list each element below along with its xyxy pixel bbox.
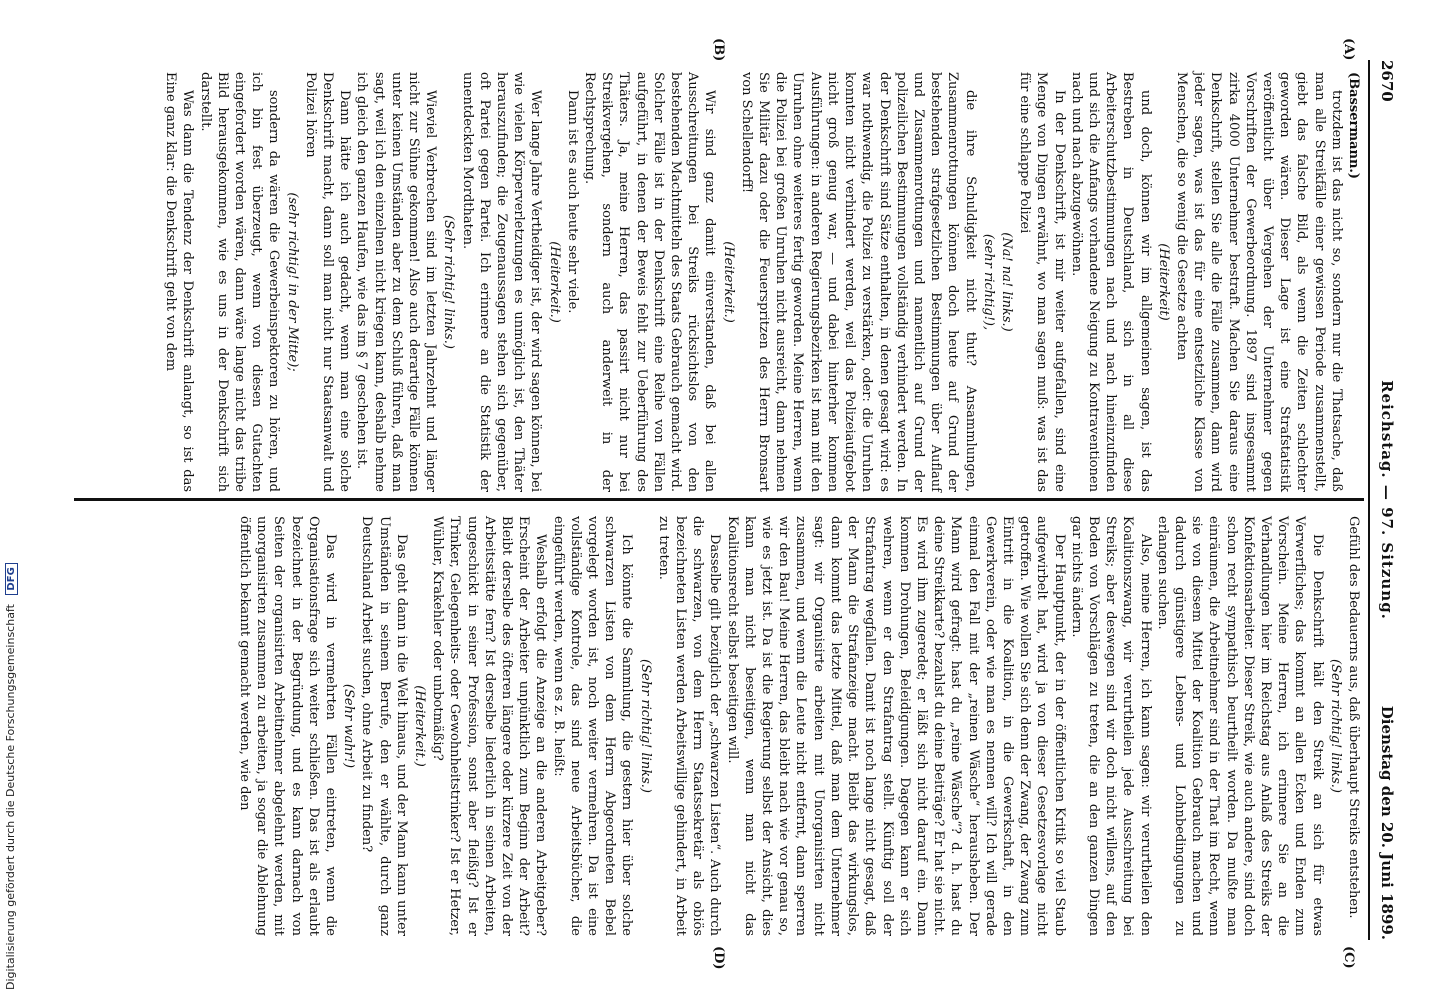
margin-mark-a: (A) xyxy=(1341,38,1356,61)
interjection: (Na! na! links.) xyxy=(998,232,1014,332)
interjection: (Sehr richtig! links.) xyxy=(441,215,457,349)
paragraph: Was dann die Tendenz der Denkschrift anlangt, so ist das Eine ganz klar: die Denkschrift geht von dem xyxy=(163,72,196,492)
paragraph: Wieviel Verbrechen sind im letzten Jahrzehnt und länger nicht zur Sühne gekommen! Also auch derartige Fälle können unter keinen Umständen aber zu dem Schluß führen, daß man sagt, weil ich den einzelnen nicht kriegen kann, deshalb nehme ich gleich den ganzen Haufen, wie das im § 7 geschehen ist. xyxy=(354,72,439,492)
header-date: Dienstag den 20. Juni 1899. xyxy=(1378,705,1396,940)
paragraph: Der Hauptpunkt, der in der öffentlichen Kritik so viel Staub aufgewirbelt hat, wird ja von dieser Gesetzesvorlage nicht getroffen. Wie wollen Sie sich denn der Zwang, der Zwang zum Eintritt in die Koalition, in die Gewerkschaft, in den Gewerkverein, oder wie man es nennen will? Ich will gerade einmal den Fall mit der „reinen Wäsche“ herausheben. Der Mann wird gefragt: hast du „reine Wäsche“? d. h. hast du deine Streikkarte? bezahlst du deine Beiträge? Er hat sie nicht. Es wird ihm zugeredet; er läßt sich nicht darauf ein. Dann kommen Drohungen, Beleidigungen. Dagegen kann er sich wehren, wenn er den Strafantrag stellt. Künftig soll der Strafantrag wegfallen. Damit ist noch lange nicht gesagt, daß der Mann die Strafanzeige macht. Bleibt das wirkungslos, dann kommt das letzte Mittel, daß man dem Unternehmer sagt: wir Organisirte arbeiten mit Unorganisirten nicht zusammen, und wenn die Leute nicht entfernt, dann sperren wir den Bau! Meine Herren, das bleibt nach wie vor genau so, wie es jetzt ist. Da ist die Regierung selbst der Ansicht, dies kann man nicht beseitigen, wenn man nicht das Koalitionsrecht selbst beseitigen will. xyxy=(724,516,1067,936)
paragraph: die ihre Schuldigkeit nicht thut? Ansammlungen, Zusammenrottungen können doch heute auf Grund der bestehenden strafgesetzlichen Bestimmungen über Auflauf und Zusammenrottungen und namentlich auf Grund der polizeilichen Bestimmungen vollständig verhindert werden. In der Denkschrift sind Sätze enthalten, in denen gesagt wird: es war nothwendig, die Polizei zu verstärken, oder: die Unruhen konnten nicht verhindert werden, weil das Polizeiaufgebot nicht groß genug war, — und dabei hinterher kommen Ausführungen: in anderen Regierungsbezirken ist man mit den Unruhen ohne weiteres fertig geworden. Meine Herren, wenn die Polizei bei großen Unruhen nicht ausreicht, dann nehmen Sie Militär dazu oder die Feuerspritzen des Herrn Bronsart von Schellendorff! xyxy=(738,72,978,492)
interjection: (Sehr richtig! links.) xyxy=(637,659,653,793)
column-divider xyxy=(74,498,1364,501)
interjection: (sehr richtig! in der Mitte); xyxy=(284,192,300,372)
interjection: (Heiterkeit.) xyxy=(720,241,736,323)
paragraph: In der Denkschrift, ist mir weiter aufgefallen, sind eine Menge von Dingen erwähnt, wo man sagen muß: was ist das für eine schlappe Polizei xyxy=(1017,72,1067,492)
paragraph: und doch, können wir im allgemeinen sagen, ist das Bestreben in Deutschland, sich in all diese Arbeiterschutzbestimmungen nach und nach hineinzufinden und sich die Anfangs vorhandene Neigung zu Kontraventionen nach und nach abzugewöhnen. xyxy=(1068,72,1153,492)
paragraph: Das geht dann in die Welt hinaus, und der Mann kann unter Umständen in seinem Berufe, den er wählte, durch ganz Deutschland Arbeit suchen, ohne Arbeit zu finden? xyxy=(359,516,409,936)
interjection: (Heiterkeit) xyxy=(1155,243,1171,321)
interjection: (Sehr richtig! links.) xyxy=(1327,659,1343,793)
paragraph: Weshalb erfolgt die Anzeige an die anderen Arbeitgeber? Erscheint der Arbeiter unpünktlich zum Beginn der Arbeit? Bleibt derselbe des öfteren längere oder kürzere Zeit von der Arbeitsstätte fern? Ist derselbe liederlich in seinen Arbeiten, ungeschickt in seiner Profession, sonst aber fleißig? Ist er Trinker, Gelegenheits- oder Gewohnheitstrinker? Ist er Hetzer, Wühler, Krakehler oder unbotmäßig? xyxy=(430,516,549,936)
dfg-logo: DFG xyxy=(5,563,18,594)
paragraph: Die Denkschrift hält den Streik an sich für etwas Verwerfliches; das kommt an allen Ecken und Enden zum Vorschein. Meine Herren, ich erinnere Sie an die Verhandlungen hier im Reichstag aus Anlaß des Streiks der Konfektionsarbeiter. Dieser Streik, wie auch andere, sind doch schon recht sympathisch beurtheilt worden. Da mußte man einräumen, die Arbeitnehmer sind in der That im Recht, wenn sie von diesem Mittel der Koalition Gebrauch machen und dadurch günstigere Lebens- und Lohnbedingungen zu erlangen suchen. xyxy=(1154,516,1325,936)
interjection: (sehr richtig!), xyxy=(980,233,996,331)
page-header xyxy=(1370,60,1404,940)
speaker-name: (Bassermann.) xyxy=(1346,72,1361,180)
page-number: 2670 xyxy=(1378,60,1396,102)
margin-mark-c: (C) xyxy=(1341,946,1356,969)
paragraph: Dann hätte ich auch gedacht, wenn man eine solche Denkschrift macht, dann soll man nicht nur Staatsanwalt und Polizei hören xyxy=(302,72,353,492)
paragraph: trotzdem ist das nicht so, sondern nur die Thatsache, daß man alle Streikfälle einer gewissen Periode zusammenstellt, giebt das falsche Bild, als wenn die Zeiten schlechter geworden wären. Dieser Lage ist eine Strafstatistik veröffentlicht über Vergehen der Unternehmer gegen Vorschriften der Gewerbeordnung. 1897 sind insgesammt zirka 4000 Unternehmer bestraft. Machen Sie daraus eine Denkschrift, stellen Sie alle die Fälle zusammen, dann wird jeder sagen, was ist das für eine entsetzliche Klasse von Menschen, die so wenig die Gesetze achten xyxy=(1173,72,1344,492)
footer-text: Digitalisierung gefördert durch die Deutsche Forschungsgemeinschaft xyxy=(4,604,17,990)
paragraph: Ich könnte die Sammlung, die gestern hier über solche schwarzen Listen von dem Herrn Abgeordneten Bebel vorgelegt worden ist, noch weiter vermehren. Da ist eine vollständige Kontrole, das sind neue Arbeitsbücher, die eingeführt werden, wenn es z. B. heißt: xyxy=(550,516,635,936)
margin-mark-d: (D) xyxy=(711,946,726,970)
paragraph: Wer lange Jahre Vertheidiger ist, der wird sagen können, bei wie vielen Körperverletzungen es unmöglich ist, den Thäter herauszufinden; die Zeugenaussagen stehen sich gegenüber, oft Partei gegen Partei. Ich erinnere an die Statistik der unentdeckten Mordthaten. xyxy=(459,72,544,492)
interjection: (Sehr wahr!) xyxy=(341,683,357,769)
paragraph: Also, meine Herren, ich kann sagen: wir verurtheilen den Koalitionszwang, wir verurtheilen jede Ausschreitung bei Streiks; aber deswegen sind wir doch nicht willens, auf den Boden von Vorschlägen zu treten, die an den ganzen Dingen gar nichts ändern. xyxy=(1068,516,1153,936)
interjection: (Heiterkeit.) xyxy=(546,241,562,323)
paragraph: Dasselbe gilt bezüglich der „schwarzen Listen“. Auch durch die schwarzen, von dem Herrn Staatssekretär als obiös bezeichneten Listen werden Arbeitswillige gehindert, in Arbeit zu treten. xyxy=(655,516,723,936)
header-title: Reichstag. — 97. Sitzung. xyxy=(1378,380,1396,620)
margin-mark-b: (B) xyxy=(711,38,726,62)
paragraph: Wir sind ganz damit einverstanden, daß bei allen Ausschreitungen bei Streiks rücksichtslos von den bestehenden Machtmitteln des Staats Gebrauch gemacht wird. Solcher Fälle ist in der Denkschrift eine Reihe von Fällen aufgeführt, in denen der Beweis fehlt zur Ueberführung des Thäters. Ja, meine Herren, das passirt nicht nur bei Streikvergehen, sondern auch anderweit in der Rechtsprechung. xyxy=(582,72,718,492)
header-rule xyxy=(1368,60,1370,940)
interjection: (Heiterkeit.) xyxy=(412,685,428,767)
paragraph: Das wird in vermehrten Fällen eintreten, wenn die Organisationsfrage sich weiter schließen. Das ist als erlaubt bezeichnet in der Begründung, und es kann darnach von Seiten der organisirten Arbeitnehmer abgelehnt werden, mit unorganisirten zusammen zu arbeiten, ja sogar die Ablehnung öffentlich bekannt gemacht werden, wie den xyxy=(237,516,339,936)
left-column xyxy=(162,72,1362,492)
digitization-footer xyxy=(4,567,22,990)
right-column xyxy=(236,516,1362,936)
paragraph: Dann ist es auch heute sehr viele. xyxy=(564,90,580,314)
paragraph: Gefühl des Bedauerns aus, daß überhaupt Streiks entstehen. xyxy=(1346,516,1361,919)
paragraph: sondern da wären die Gewerbeinspektoren zu hören, und ich bin fest überzeugt, wenn von diesen Gutachten eingefordert worden wären, dann wäre lange nicht das triibe Bild herausgekommen, wie es uns in der Denkschrift sich darstellt. xyxy=(197,72,282,492)
